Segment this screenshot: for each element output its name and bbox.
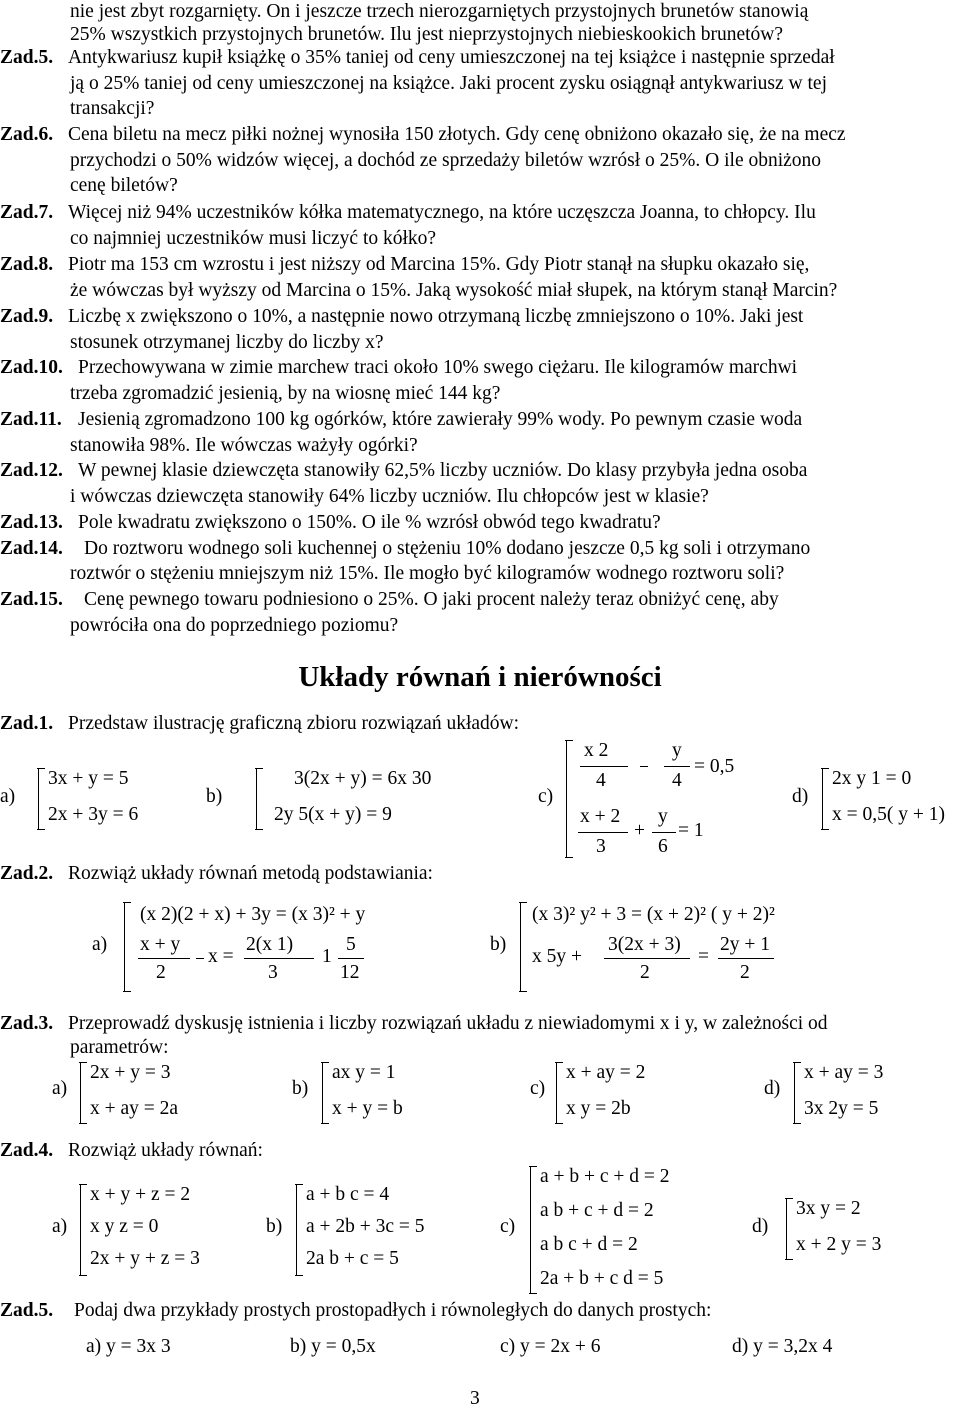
fraction-line xyxy=(244,958,314,959)
text-line: transakcji? xyxy=(70,98,155,119)
system-brace xyxy=(80,1184,81,1276)
fraction-denominator: 3 xyxy=(268,962,278,983)
task-text: parametrów: xyxy=(70,1037,169,1058)
task-label: Zad.2. xyxy=(0,863,54,884)
equation-part: = xyxy=(698,946,709,967)
fraction-numerator: x 2 xyxy=(584,740,609,761)
system-brace xyxy=(566,740,567,858)
equation: 2x + y + z = 3 xyxy=(90,1248,200,1269)
line-equation: a) y = 3x 3 xyxy=(86,1336,171,1357)
text-line: ją o 25% taniej od ceny umieszczonej na książce. Jaki procent zysku osiągnął antykwariusz w tej xyxy=(70,73,827,94)
fraction-numerator: 3(2x + 3) xyxy=(608,934,681,955)
equation: 2x + y = 3 xyxy=(90,1062,171,1083)
fraction-denominator: 4 xyxy=(596,770,606,791)
system-brace xyxy=(80,1062,81,1124)
task-label: Zad.8. xyxy=(0,254,54,275)
task-label: Zad.14. xyxy=(0,538,63,559)
equation: (x 3)² y² + 3 = (x + 2)² ( y + 2)² xyxy=(532,904,775,925)
equation: 3x y = 2 xyxy=(796,1198,861,1219)
equation: 2x + 3y = 6 xyxy=(48,804,139,825)
task-label: Zad.9. xyxy=(0,306,54,327)
system-brace xyxy=(256,768,257,830)
item-letter: c) xyxy=(530,1078,546,1099)
system-brace xyxy=(296,1184,297,1276)
task-label: Zad.7. xyxy=(0,202,54,223)
system-brace xyxy=(530,1166,531,1294)
equation: 2a b + c = 5 xyxy=(306,1248,399,1269)
equation: x y = 2b xyxy=(566,1098,631,1119)
minus-sign xyxy=(196,958,204,959)
text-line: stanowiła 98%. Ile wówczas ważyły ogórki? xyxy=(70,435,418,456)
fraction-denominator: 6 xyxy=(658,836,668,857)
text-line: 25% wszystkich przystojnych brunetów. Ilu jest nieprzystojnych niebieskookich brunetów? xyxy=(70,24,784,45)
text-line: trzeba zgromadzić jesienią, by na wiosnę mieć 144 kg? xyxy=(70,383,501,404)
equation-part: 1 xyxy=(322,946,332,967)
fraction-line xyxy=(604,958,690,959)
line-equation: d) y = 3,2x 4 xyxy=(732,1336,833,1357)
fraction-denominator: 3 xyxy=(596,836,606,857)
equation: 3x + y = 5 xyxy=(48,768,129,789)
item-letter: b) xyxy=(266,1216,283,1237)
item-letter: a) xyxy=(0,786,16,807)
item-letter: a) xyxy=(52,1216,68,1237)
text-line: Cenę pewnego towaru podniesiono o 25%. O jaki procent należy teraz obniżyć cenę, aby xyxy=(84,589,779,610)
fraction-numerator: 2(x 1) xyxy=(246,934,294,955)
equation: x y z = 0 xyxy=(90,1216,159,1237)
task-label: Zad.5. xyxy=(0,47,54,68)
system-brace xyxy=(124,902,125,992)
text-line: Liczbę x zwiększono o 10%, a następnie nowo otrzymaną liczbę zmniejszono o 10%. Jaki jest xyxy=(68,306,804,327)
item-letter: a) xyxy=(52,1078,68,1099)
equation: a + b c = 4 xyxy=(306,1184,390,1205)
system-brace xyxy=(794,1062,795,1124)
task-label: Zad.1. xyxy=(0,713,54,734)
fraction-line xyxy=(652,832,676,833)
item-letter: b) xyxy=(292,1078,309,1099)
text-line: Więcej niż 94% uczestników kółka matematycznego, na które uczęszcza Joanna, to chłopcy. Ilu xyxy=(68,202,816,223)
system-brace xyxy=(520,902,521,992)
equation: 2a + b + c d = 5 xyxy=(540,1268,664,1289)
equation: 2y 5(x + y) = 9 xyxy=(274,804,392,825)
task-text: Rozwiąż układy równań: xyxy=(68,1140,263,1161)
item-letter: a) xyxy=(92,934,108,955)
fraction-line xyxy=(664,766,690,767)
line-equation: c) y = 2x + 6 xyxy=(500,1336,601,1357)
fraction-line xyxy=(138,958,190,959)
line-equation: b) y = 0,5x xyxy=(290,1336,376,1357)
task-label: Zad.12. xyxy=(0,460,63,481)
equation: 3(2x + y) = 6x 30 xyxy=(294,768,432,789)
text-line: powróciła ona do poprzedniego poziomu? xyxy=(70,615,399,636)
text-line: Antykwariusz kupił książkę o 35% taniej od ceny umieszczonej na tej książce i następnie sprzedał xyxy=(68,47,835,68)
fraction-line xyxy=(580,766,628,767)
item-letter: b) xyxy=(490,934,507,955)
equation-rhs: = 0,5 xyxy=(694,756,735,777)
equation: x + 2 y = 3 xyxy=(796,1234,882,1255)
system-brace xyxy=(786,1198,787,1260)
task-text: Przeprowadź dyskusję istnienia i liczby rozwiązań układu z niewiadomymi x i y, w zależności od xyxy=(68,1013,828,1034)
fraction-denominator: 2 xyxy=(640,962,650,983)
equation: x + ay = 2a xyxy=(90,1098,179,1119)
fraction-numerator: y xyxy=(672,740,682,761)
text-line: Jesienią zgromadzono 100 kg ogórków, które zawierały 99% wody. Po pewnym czasie woda xyxy=(78,409,803,430)
equation: x + y + z = 2 xyxy=(90,1184,191,1205)
fraction-numerator: x + 2 xyxy=(580,806,621,827)
task-label: Zad.11. xyxy=(0,409,62,430)
equation: x + ay = 2 xyxy=(566,1062,646,1083)
text-line: że wówczas był wyższy od Marcina o 15%. Jaką wysokość miał słupek, na którym stanął Marcin? xyxy=(70,280,838,301)
text-line: i wówczas dziewczęta stanowiły 64% liczby uczniów. Ilu chłopców jest w klasie? xyxy=(70,486,709,507)
task-text: Podaj dwa przykłady prostych prostopadłych i równoległych do danych prostych: xyxy=(74,1300,712,1321)
section-title: Układy równań i nierówności xyxy=(298,661,662,693)
task-label: Zad.13. xyxy=(0,512,63,533)
task-label: Zad.6. xyxy=(0,124,54,145)
task-label: Zad.4. xyxy=(0,1140,54,1161)
minus-sign xyxy=(640,766,648,767)
fraction-numerator: y xyxy=(658,806,668,827)
item-letter: c) xyxy=(500,1216,516,1237)
fraction-line xyxy=(578,832,628,833)
text-line: stosunek otrzymanej liczby do liczby x? xyxy=(70,332,384,353)
item-letter: d) xyxy=(764,1078,781,1099)
equation: x + ay = 3 xyxy=(804,1062,884,1083)
equation: a + b + c + d = 2 xyxy=(540,1166,670,1187)
task-label: Zad.15. xyxy=(0,589,63,610)
task-label: Zad.10. xyxy=(0,357,63,378)
equation: x + y = b xyxy=(332,1098,403,1119)
equation-rhs: = 1 xyxy=(678,820,704,841)
text-line: przychodzi o 50% widzów więcej, a dochód ze sprzedaży biletów wzrósł o 25%. O ile obniżono xyxy=(70,150,822,171)
fraction-denominator: 2 xyxy=(156,962,166,983)
system-brace xyxy=(556,1062,557,1124)
text-line: roztwór o stężeniu mniejszym niż 15%. Ile mogło być kilogramów wodnego roztworu soli? xyxy=(70,563,785,584)
plus-sign: + xyxy=(634,820,645,841)
text-line: Cena biletu na mecz piłki nożnej wynosiła 150 złotych. Gdy cenę obniżono okazało się, że na mecz xyxy=(68,124,846,145)
task-text: Przedstaw ilustrację graficzną zbioru rozwiązań układów: xyxy=(68,713,520,734)
text-line: Pole kwadratu zwiększono o 150%. O ile % wzrósł obwód tego kwadratu? xyxy=(78,512,661,533)
text-line: Do roztworu wodnego soli kuchennej o stężeniu 10% dodano jeszcze 0,5 kg soli i otrzymano xyxy=(84,538,811,559)
text-line: W pewnej klasie dziewczęta stanowiły 62,5% liczby uczniów. Do klasy przybyła jedna osoba xyxy=(78,460,808,481)
item-letter: c) xyxy=(538,786,554,807)
equation: (x 2)(2 + x) + 3y = (x 3)² + y xyxy=(140,904,366,925)
fraction-denominator: 2 xyxy=(740,962,750,983)
equation: a b + c + d = 2 xyxy=(540,1200,654,1221)
equation: x = 0,5( y + 1) xyxy=(832,804,945,825)
fraction-numerator: x + y xyxy=(140,934,181,955)
item-letter: d) xyxy=(752,1216,769,1237)
text-line: co najmniej uczestników musi liczyć to kółko? xyxy=(70,228,437,249)
task-label: Zad.3. xyxy=(0,1013,54,1034)
fraction-line xyxy=(338,958,364,959)
system-brace xyxy=(38,768,39,830)
fraction-denominator: 4 xyxy=(672,770,682,791)
equation-part: x = xyxy=(208,946,234,967)
text-line: Piotr ma 153 cm wzrostu i jest niższy od Marcina 15%. Gdy Piotr stanął na słupku okazało się, xyxy=(68,254,810,275)
equation: 2x y 1 = 0 xyxy=(832,768,912,789)
text-line: cenę biletów? xyxy=(70,175,178,196)
item-letter: d) xyxy=(792,786,809,807)
fraction-line xyxy=(718,958,774,959)
equation-part: x 5y + xyxy=(532,946,582,967)
text-line: nie jest zbyt rozgarnięty. On i jeszcze trzech nierozgarniętych przystojnych brunetów stanowią xyxy=(70,1,809,22)
system-brace xyxy=(322,1062,323,1124)
fraction-numerator: 2y + 1 xyxy=(720,934,770,955)
task-label: Zad.5. xyxy=(0,1300,54,1321)
equation: ax y = 1 xyxy=(332,1062,396,1083)
system-brace xyxy=(822,768,823,830)
task-text: Rozwiąż układy równań metodą podstawiania: xyxy=(68,863,433,884)
item-letter: b) xyxy=(206,786,223,807)
equation: a + 2b + 3c = 5 xyxy=(306,1216,425,1237)
equation: a b c + d = 2 xyxy=(540,1234,638,1255)
equation: 3x 2y = 5 xyxy=(804,1098,879,1119)
fraction-denominator: 12 xyxy=(340,962,360,983)
fraction-numerator: 5 xyxy=(346,934,356,955)
page-number: 3 xyxy=(470,1388,480,1409)
text-line: Przechowywana w zimie marchew traci około 10% swego ciężaru. Ile kilogramów marchwi xyxy=(78,357,798,378)
